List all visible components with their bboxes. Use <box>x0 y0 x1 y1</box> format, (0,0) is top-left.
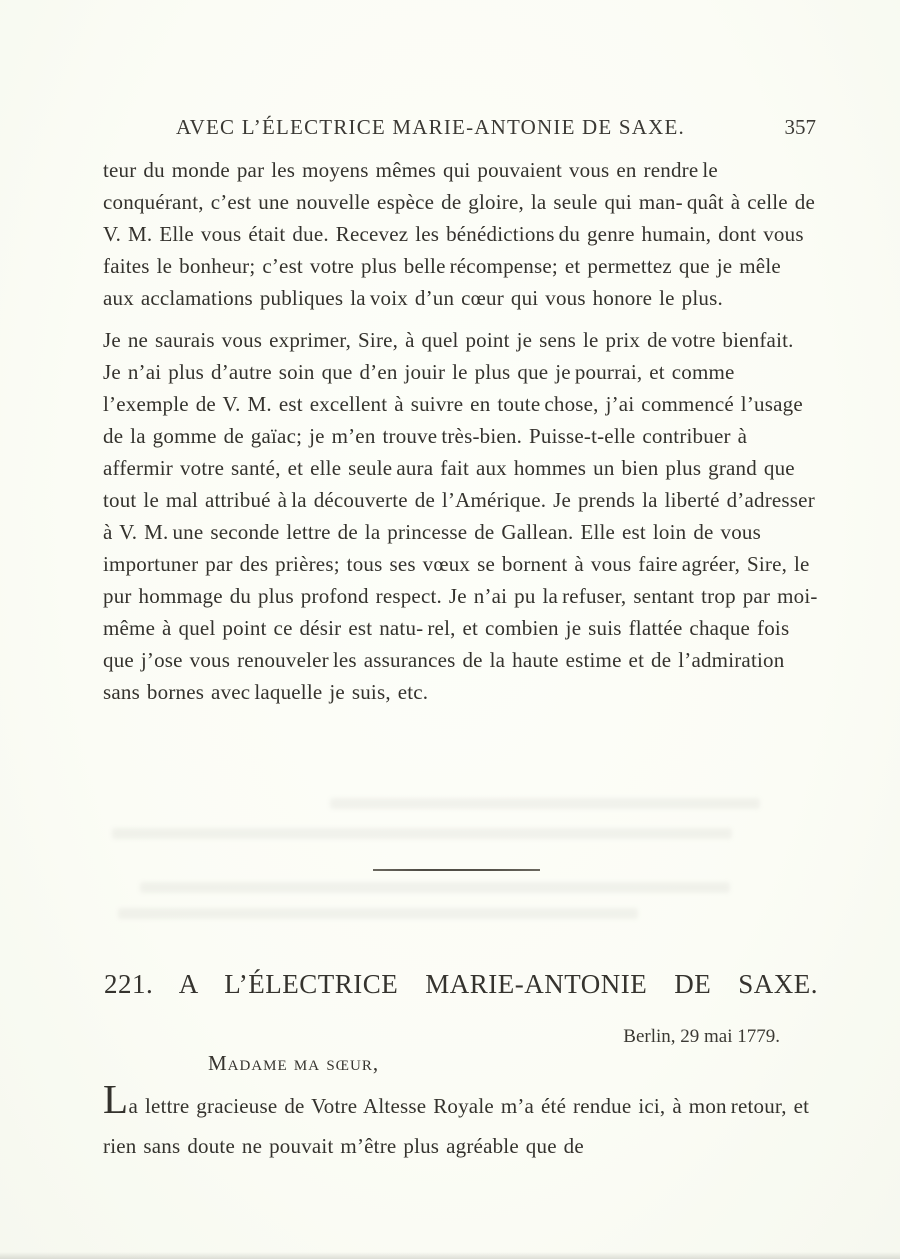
text-line: aura fait aux hommes un bien plus grand que tout le mal attribué à <box>103 456 795 512</box>
bleed-through-ghost <box>118 908 638 919</box>
text-line: pourrai, et comme l’exemple de V. M. est excellent à suivre en toute <box>103 360 735 416</box>
page-number: 357 <box>784 115 816 139</box>
running-title: AVEC L’ÉLECTRICE MARIE-ANTONIE DE SAXE. <box>176 115 685 139</box>
text-line <box>103 1094 727 1118</box>
text-line: chose, j’ai commencé l’usage de la gomme de gaïac; je m’en trouve <box>103 392 803 448</box>
letter-title: A L’ÉLECTRICE MARIE-ANTONIE DE SAXE. <box>178 969 818 999</box>
text-line: voix d’un cœur qui vous honore le plus. <box>369 286 723 310</box>
page-bottom-shadow <box>0 1252 900 1259</box>
paragraph <box>103 324 818 708</box>
text-line: rel, et combien je suis flattée chaque fois que j’ose vous renouveler <box>103 616 790 672</box>
dateline: Berlin, 29 mai 1779. <box>623 1026 780 1047</box>
paragraph <box>103 154 818 314</box>
text-line: retour, et rien sans doute ne pouvait m’être plus agréable que de <box>103 1094 810 1158</box>
bleed-through-ghost <box>330 798 760 809</box>
letter-opening <box>103 1086 819 1166</box>
text-line: récompense; et permettez que je mêle aux acclamations publiques la <box>103 254 781 310</box>
text-line: agréer, Sire, le pur hommage du plus profond respect. Je n’ai pu la <box>103 552 810 608</box>
bleed-through-ghost <box>112 828 732 839</box>
text-line: Je ne saurais vous exprimer, Sire, à quel point je sens le prix de <box>103 328 668 352</box>
text-line: quât à celle de V. M. Elle vous était due. Recevez les bénédictions <box>103 190 815 246</box>
text-line: refuser, sentant trop par moi-même à quel point ce désir est natu- <box>103 584 818 640</box>
text-line: importuner par des prières; tous ses vœux se bornent à vous faire <box>103 552 678 576</box>
running-head <box>103 113 818 141</box>
salutation: Madame ma sœur, <box>208 1051 380 1075</box>
letter-body-continuation <box>103 154 818 708</box>
bleed-through-ghost <box>140 882 730 893</box>
text-line: le conquérant, c’est une nouvelle espèce de gloire, la seule qui man- <box>103 158 718 214</box>
text-line: une seconde lettre de la princesse de Gallean. Elle est loin de vous <box>172 520 761 544</box>
drop-initial: L <box>103 1094 129 1118</box>
letter-heading <box>104 966 818 1002</box>
text-line: votre bienfait. Je n’ai plus d’autre soin que d’en jouir le plus que je <box>103 328 794 384</box>
letter-number: 221. <box>104 969 154 999</box>
text-line: teur du monde par les moyens mêmes qui pouvaient vous en rendre <box>103 158 699 182</box>
text-line-rest: a lettre gracieuse de Votre Altesse Royale m’a été rendue ici, à mon <box>128 1094 727 1118</box>
text-line: très-bien. Puisse-t-elle contribuer à affermir votre santé, et elle seule <box>103 424 748 480</box>
section-divider-rule <box>373 869 540 871</box>
text-line: la découverte de l’Amérique. Je prends la liberté d’adresser à V. M. <box>103 488 815 544</box>
text-line: les assurances de la haute estime et de l’admiration sans bornes avec <box>103 648 785 704</box>
text-line: du genre humain, dont vous faites le bonheur; c’est votre plus belle <box>103 222 804 278</box>
text-line: laquelle je suis, etc. <box>254 680 429 704</box>
